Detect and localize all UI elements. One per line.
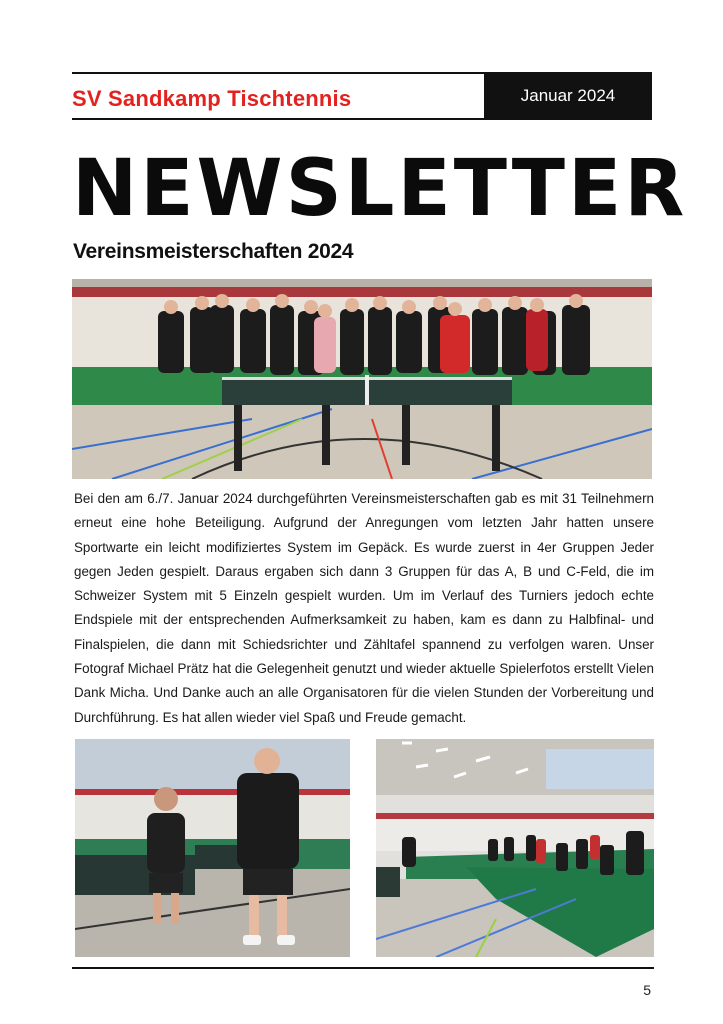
hall-photo bbox=[376, 739, 654, 957]
footer-rule bbox=[72, 967, 654, 969]
article-body: Bei den am 6./7. Januar 2024 durchgeführten Vereinsmeisterschaften gab es mit 31 Teilnehmern erneut eine hohe Beteiligung. Aufgrund der Anregungen vom letzten Jahr hatten unsere Sportwarte ein leicht modifiziertes System im Gepäck. Es wurde zuerst in 4er Gruppen Jeder gegen Jeden gespielt. Daraus ergaben sich dann 3 Gruppen für das A, B und C-Feld, die im Schweizer System mit 5 Einzeln gespielt wurden. Um im Verlauf des Turniers jedoch echte Endspiele mit der entsprechenden Aufmerksamkeit zu haben, kam es dann zu Halbfinal- und Finalspielen, die dann mit Schiedsrichter und Zähltafel spannend zu verfolgen waren. Unser Fotograf Michael Prätz hat die Gelegenheit genutzt und wieder aktuelle Spielerfotos erstellt Vielen Dank Micha. Und Danke auch an alle Organisatoren für die vielen Stunden der Vorbereitung und Durchführung. Es hat allen wieder viel Spaß und Freude gemacht. bbox=[74, 491, 654, 725]
page-number: 5 bbox=[643, 982, 651, 998]
club-name: SV Sandkamp Tischtennis bbox=[72, 86, 352, 111]
newsletter-title: NEWSLETTER bbox=[72, 144, 688, 234]
players-photo bbox=[75, 739, 350, 957]
article-subtitle: Vereinsmeisterschaften 2024 bbox=[73, 240, 354, 263]
group-photo bbox=[72, 279, 652, 479]
issue-date: Januar 2024 bbox=[484, 72, 652, 120]
header-bar bbox=[72, 72, 652, 120]
